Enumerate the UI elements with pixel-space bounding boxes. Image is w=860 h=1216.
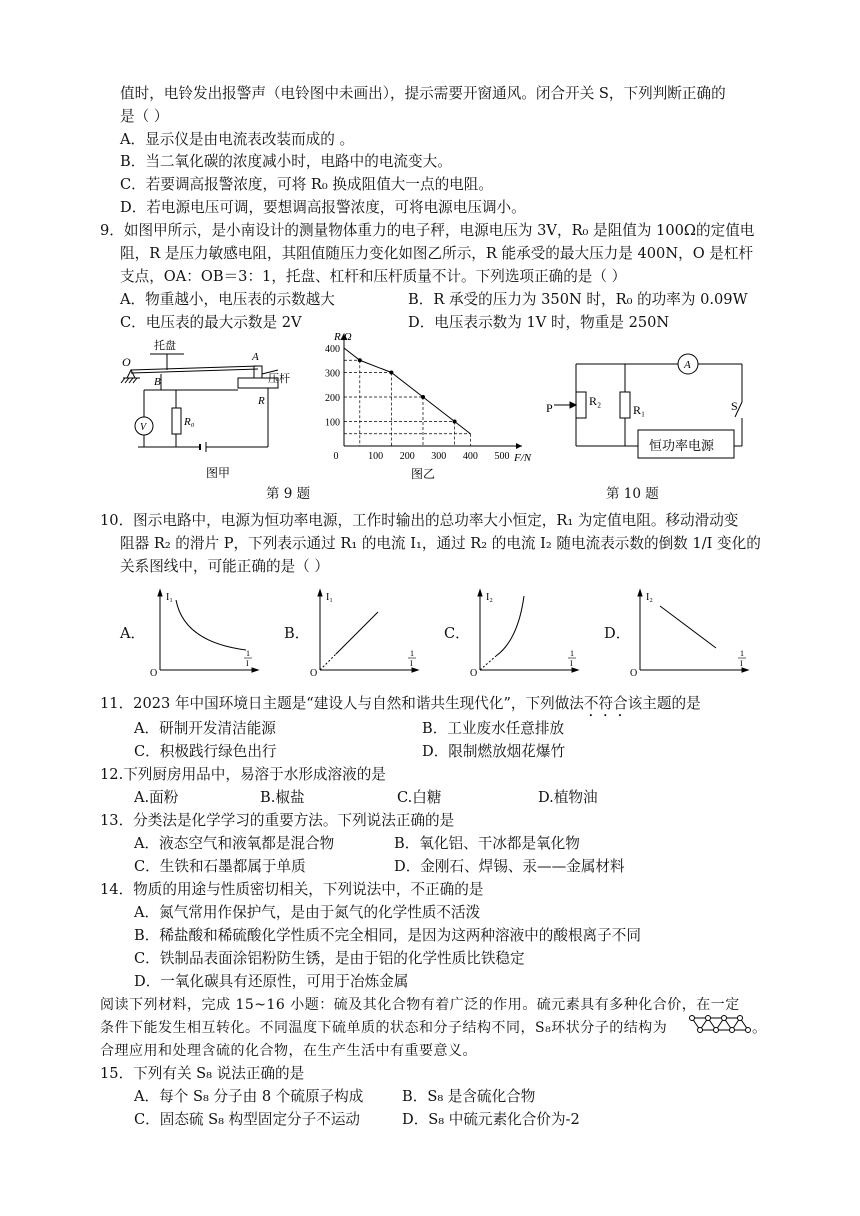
q15-stem: 15．下列有关 S₈ 说法正确的是 xyxy=(100,1065,305,1082)
svg-text:I: I xyxy=(410,659,413,668)
q9-option-c: C．电压表的最大示数是 2V xyxy=(120,314,302,331)
svg-text:O: O xyxy=(150,668,158,678)
reading-line1: 阅读下列材料，完成 15~16 小题：硫及其化合物有着广泛的作用。硫元素具有多种化合价，在一定 xyxy=(100,997,740,1013)
reading-line2-end: 。 xyxy=(752,1019,767,1036)
power-source-label: 恒功率电源 xyxy=(649,438,715,453)
x-axis-arrow xyxy=(516,443,522,449)
svg-text:1: 1 xyxy=(740,649,744,658)
svg-text:O: O xyxy=(630,668,638,678)
label-p: P xyxy=(546,401,553,415)
q13-option-d: D．金刚石、焊锡、汞——金属材料 xyxy=(394,858,625,875)
q15-option-d: D．S₈ 中硫元素化合价为-2 xyxy=(402,1111,580,1128)
svg-text:I: I xyxy=(246,659,249,668)
q10-stem-line2: 阻器 R₂ 的滑片 P，下列表示通过 R₁ 的电流 I₁，通过 R₂ 的电流 I₂ 随电流表示数的倒数 1/I 变化的 xyxy=(120,535,761,552)
q10-graph-c-label: C． xyxy=(444,625,470,642)
y-tick-label: 400 xyxy=(325,344,340,355)
x-tick-label: 500 xyxy=(494,451,510,462)
q11-option-c: C．积极践行绿色出行 xyxy=(134,743,277,760)
series-line xyxy=(344,348,470,434)
q15-option-a: A．每个 S₈ 分子由 8 个硫原子构成 xyxy=(134,1088,364,1105)
q12-option-b: B.椒盐 xyxy=(260,789,305,806)
svg-text:O: O xyxy=(310,668,318,678)
label-a: A xyxy=(252,351,259,363)
figure-q10-circuit xyxy=(546,352,746,464)
q10-graph-b-label: B． xyxy=(284,625,310,642)
s8-ring-structure-icon xyxy=(688,1012,752,1036)
voltmeter-label: V xyxy=(140,422,147,433)
caption-q10: 第 10 题 xyxy=(606,486,659,502)
x-tick-label: 0 xyxy=(333,451,339,462)
q10-graph-c xyxy=(466,586,586,678)
q11-emphasis: 不符合 xyxy=(583,695,628,712)
q10-graph-a-label: A． xyxy=(120,625,146,642)
label-b: B xyxy=(154,376,161,388)
label-r1: R₁ xyxy=(633,403,646,417)
q12-option-d: D.植物油 xyxy=(538,789,598,806)
x-tick-label: 300 xyxy=(431,451,447,462)
label-tray: 托盘 xyxy=(154,340,176,352)
x-tick-label: 100 xyxy=(368,451,384,462)
data-point xyxy=(358,358,362,362)
q14-option-d: D．一氧化碳具有还原性，可用于冶炼金属 xyxy=(134,973,409,990)
svg-text:1: 1 xyxy=(570,649,574,658)
q8-stem-line2: 是（ ） xyxy=(120,108,169,125)
y-tick-label: 100 xyxy=(325,417,340,429)
q12-option-c: C.白糖 xyxy=(397,789,442,806)
q13-option-a: A．液态空气和液氧都是混合物 xyxy=(134,835,335,852)
q15-option-c: C．固态硫 S₈ 构型固定分子不运动 xyxy=(134,1111,361,1128)
caption-q9: 第 9 题 xyxy=(266,486,311,502)
svg-text:1: 1 xyxy=(246,649,250,658)
label-r: R xyxy=(258,395,265,407)
q9-option-b: B．R 承受的压力为 350N 时，R₀ 的功率为 0.09W xyxy=(408,291,748,308)
q14-option-a: A．氮气常用作保护气，是由于氮气的化学性质不活泼 xyxy=(134,904,481,921)
q9-option-d: D．电压表示数为 1V 时，物重是 250N xyxy=(408,314,670,331)
data-point xyxy=(421,395,425,399)
data-point xyxy=(453,420,457,424)
caption-jia: 图甲 xyxy=(206,466,231,480)
reading-line2: 条件下能发生相互转化。不同温度下硫单质的状态和分子结构不同，S₈环状分子的结构为 xyxy=(100,1020,668,1036)
label-r2: R₂ xyxy=(589,394,602,408)
svg-text:I₂: I₂ xyxy=(646,592,653,603)
y-tick-label: 200 xyxy=(325,393,340,404)
label-o: O xyxy=(122,355,131,369)
q10-stem-line1: 10．图示电路中，电源为恒功率电源，工作时输出的总功率大小恒定，R₁ 为定值电阻。移动滑动变 xyxy=(100,512,739,529)
y-tick-label: 300 xyxy=(325,368,340,380)
q8-option-b: B．当二氧化碳的浓度减小时，电路中的电流变大。 xyxy=(120,153,452,170)
y-axis-label: R/Ω xyxy=(334,331,352,343)
data-point xyxy=(389,371,393,375)
q8-option-a: A．显示仪是由电流表改装而成的 。 xyxy=(120,131,355,148)
svg-text:O: O xyxy=(470,668,478,678)
q14-option-c: C．铁制品表面涂铝粉防生锈，是由于铝的化学性质比铁稳定 xyxy=(134,950,525,967)
caption-yi: 图乙 xyxy=(410,467,436,480)
figure-jia-circuit xyxy=(118,330,298,480)
svg-text:I₁: I₁ xyxy=(326,592,333,603)
q10-graph-b xyxy=(306,586,426,678)
q11-option-b: B．工业废水任意排放 xyxy=(422,720,565,737)
q14-option-b: B．稀盐酸和稀硫酸化学性质不完全相同，是因为这两种溶液中的酸根离子不同 xyxy=(134,927,641,944)
q11-option-d: D．限制燃放烟花爆竹 xyxy=(422,743,566,760)
figure-yi-chart xyxy=(308,328,538,480)
svg-text:I: I xyxy=(570,659,573,668)
q12-option-a: A.面粉 xyxy=(134,789,179,806)
x-tick-label: 400 xyxy=(462,451,478,462)
q9-stem-line1: 9．如图甲所示，是小南设计的测量物体重力的电子秤，电源电压为 3V，R₀ 是阻值为 100Ω的定值电 xyxy=(100,222,755,239)
q11-stem: 11．2023 年中国环境日主题是“建设人与自然和谐共生现代化”，下列做法不符合该主题的是 xyxy=(100,695,701,712)
svg-text:I₂: I₂ xyxy=(486,592,493,603)
q8-stem-line1: 值时，电铃发出报警声（电铃图中未画出），提示需要开窗通风。闭合开关 S，下列判断正确的 xyxy=(120,85,726,102)
q8-option-d: D．若电源电压可调，要想调高报警浓度，可将电源电压调小。 xyxy=(120,199,526,216)
q11-option-a: A．研制开发清洁能源 xyxy=(134,720,276,737)
svg-text:I: I xyxy=(740,659,743,668)
q13-option-c: C．生铁和石墨都属于单质 xyxy=(134,858,306,875)
reading-line3: 合理应用和处理含硫的化合物，在生产生活中有重要意义。 xyxy=(100,1043,477,1059)
label-rod: 压杆 xyxy=(268,373,290,385)
q9-stem-line2: 阻，R 是压力敏感电阻，其阻值随压力变化如图乙所示，R 能承受的最大压力是 400N，O 是杠杆 xyxy=(120,245,754,262)
q14-stem: 14．物质的用途与性质密切相关，下列说法中，不正确的是 xyxy=(100,881,484,898)
q13-stem: 13．分类法是化学学习的重要方法。下列说法正确的是 xyxy=(100,812,455,829)
q10-graph-d-label: D． xyxy=(604,625,631,642)
x-tick-label: 200 xyxy=(399,451,415,462)
q8-option-c: C．若要调高报警浓度，可将 R₀ 换成阻值大一点的电阻。 xyxy=(120,176,493,193)
q10-graph-d xyxy=(626,586,756,678)
ammeter-label: A xyxy=(684,359,691,371)
x-axis-label: F/N xyxy=(514,452,532,464)
label-r0: R₀ xyxy=(184,416,195,428)
q10-stem-line3: 关系图线中，可能正确的是（ ） xyxy=(120,558,329,575)
q9-option-a: A．物重越小，电压表的示数越大 xyxy=(120,291,335,308)
svg-text:I₁: I₁ xyxy=(166,592,173,603)
q12-stem: 12.下列厨房用品中，易溶于水形成溶液的是 xyxy=(100,766,386,783)
q15-option-b: B．S₈ 是含硫化合物 xyxy=(402,1088,536,1105)
label-s: S xyxy=(731,399,738,413)
q10-graph-a xyxy=(146,586,266,678)
q13-option-b: B．氧化铝、干冰都是氧化物 xyxy=(394,835,580,852)
q9-stem-line3: 支点，OA：OB＝3：1，托盘、杠杆和压杆质量不计。下列选项正确的是（ ） xyxy=(120,268,627,285)
svg-text:1: 1 xyxy=(410,649,414,658)
